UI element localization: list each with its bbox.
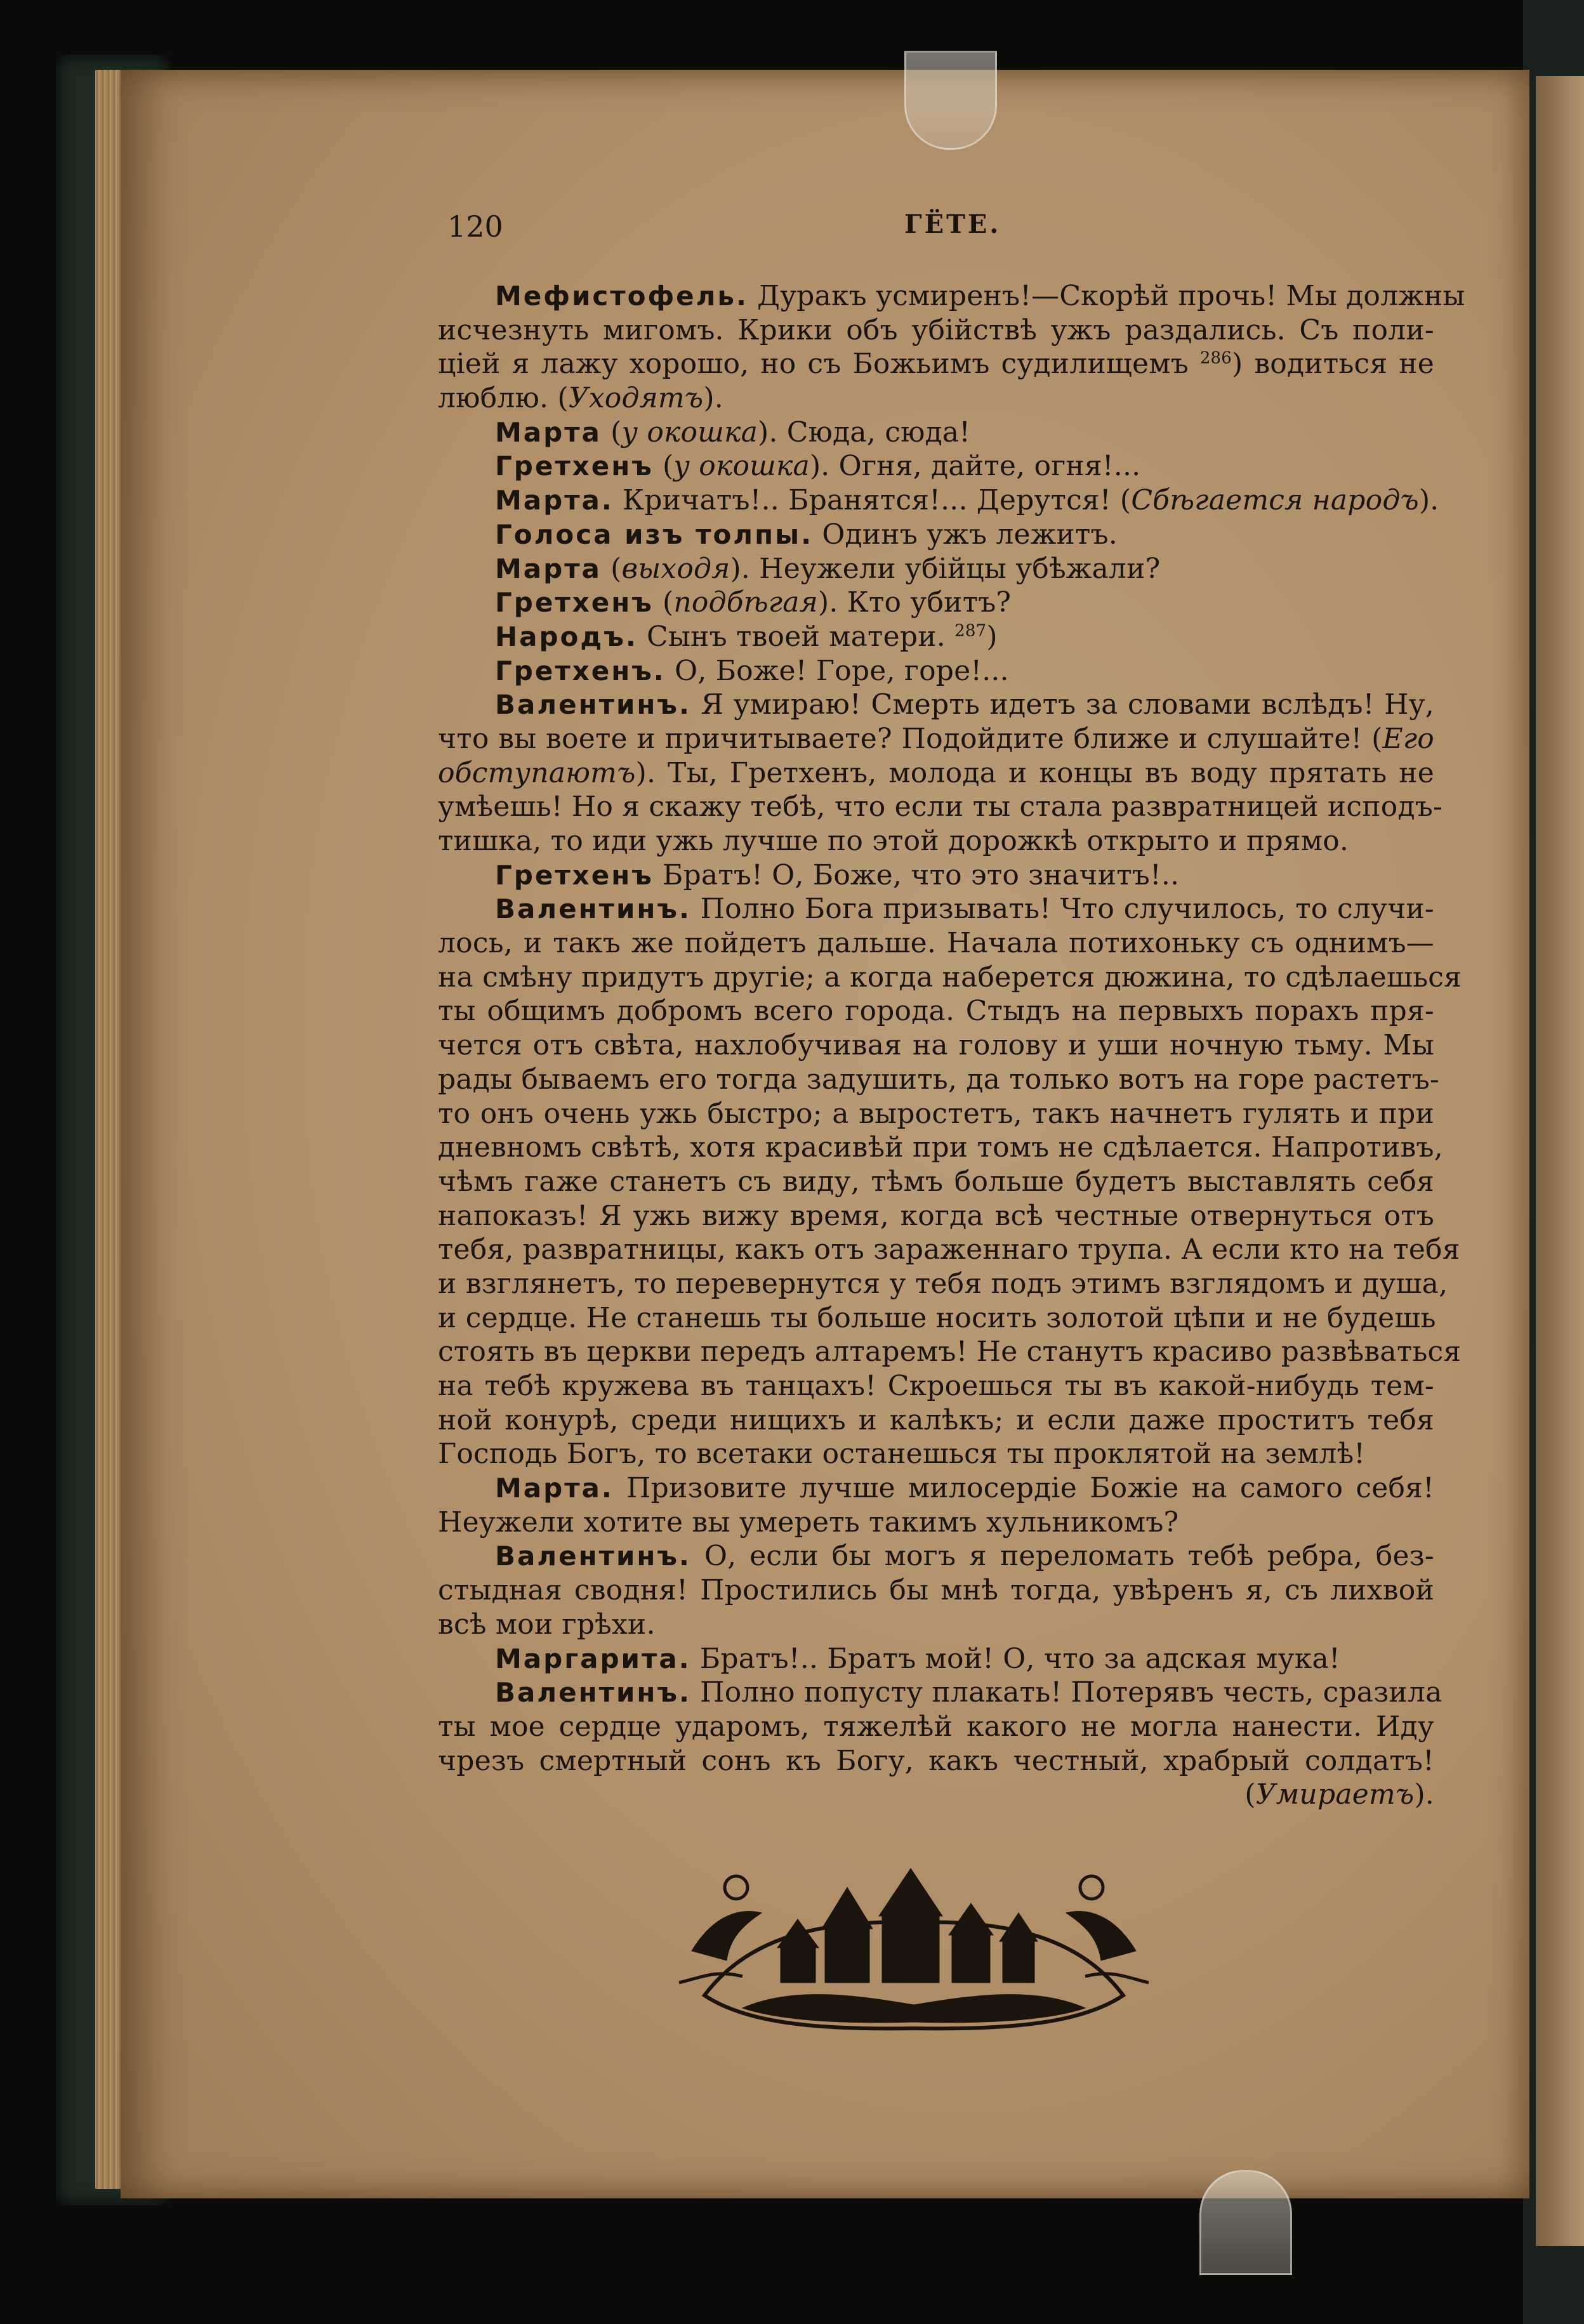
stage-direction: у окошка xyxy=(673,450,810,483)
text-line xyxy=(438,1097,1434,1131)
text-line xyxy=(438,790,1443,824)
text-run: Призовите лучше милосердіе Божіе на самого себя! xyxy=(613,1472,1434,1505)
text-line xyxy=(438,1471,1434,1506)
page-number: 120 xyxy=(447,209,503,244)
text-run: ). xyxy=(703,382,723,415)
speaker-name: Валентинъ. xyxy=(495,1540,691,1572)
text-line xyxy=(438,1539,1434,1573)
text-run: ). Огня, дайте, огня!... xyxy=(809,450,1141,483)
text-line xyxy=(438,994,1434,1028)
running-title: ГЁТЕ. xyxy=(904,209,1001,239)
text-line xyxy=(438,416,1434,450)
text-run: ты мое сердце ударомъ, тяжелѣй какого не могла нанести. Иду xyxy=(438,1710,1434,1743)
page-clip-top xyxy=(904,51,997,150)
speaker-name: Валентинъ. xyxy=(495,893,691,925)
text-run: тишка, то иди ужь лучше по этой дорожкѣ открыто и прямо. xyxy=(438,825,1349,857)
text-run: ). Кто убитъ? xyxy=(817,586,1012,619)
text-run: Полно Бога призывать! Что случилось, то случи- xyxy=(690,893,1434,926)
text-run: на тебѣ кружева въ танцахъ! Скроешься ты въ какой-нибудь тем- xyxy=(438,1370,1434,1402)
text-run: Я умираю! Смерть идетъ за словами вслѣдъ! Ну, xyxy=(690,688,1434,721)
text-line xyxy=(438,1642,1434,1676)
text-line xyxy=(438,449,1434,483)
speaker-name: Марта. xyxy=(495,485,614,516)
speaker-name: Голоса изъ толпы. xyxy=(495,518,814,550)
text-line xyxy=(438,1573,1434,1608)
text-run: ). Сюда, сюда! xyxy=(758,416,971,449)
text-run: стоять въ церкви передъ алтаремъ! Не станутъ красиво развѣваться xyxy=(438,1336,1462,1369)
text-run: ціей я лажу хорошо, но съ Божьимъ судилищемъ xyxy=(438,348,1200,381)
text-line xyxy=(438,313,1434,348)
text-line xyxy=(438,892,1434,926)
text-line xyxy=(438,1165,1434,1199)
text-run: О, Боже! Горе, горе!... xyxy=(665,654,1009,687)
text-line xyxy=(438,1676,1442,1710)
text-line xyxy=(438,1506,1434,1540)
speaker-name: Народъ. xyxy=(495,620,638,652)
text-run: чется отъ свѣта, нахлобучивая на голову и уши ночную тьму. Мы xyxy=(438,1029,1434,1062)
footnote-ref: 286 xyxy=(1199,348,1232,368)
stage-direction: Сбѣгается народъ xyxy=(1131,484,1419,517)
text-line xyxy=(438,1028,1434,1063)
text-run: ( xyxy=(653,586,674,619)
text-line xyxy=(438,1437,1434,1471)
stage-direction: Умираетъ xyxy=(1255,1778,1415,1811)
text-run: Сынъ твоей матери. xyxy=(637,620,955,653)
text-run: и сердце. Не станешь ты больше носить золотой цѣпи и не будешь xyxy=(438,1301,1436,1334)
text-run: ( xyxy=(1244,1778,1256,1811)
text-run: Полно попусту плакать! Потерявъ честь, сразила xyxy=(690,1676,1442,1709)
text-run: люблю. ( xyxy=(438,382,569,415)
text-run: дневномъ свѣтѣ, хотя красивѣй при томъ не сдѣлается. Напротивъ, xyxy=(438,1131,1443,1164)
speaker-name: Марта. xyxy=(495,1473,614,1504)
text-run: ( xyxy=(601,416,622,449)
text-line xyxy=(438,1063,1440,1097)
stage-direction: обступаютъ xyxy=(438,756,636,789)
text-run: исчезнуть мигомъ. Крики объ убійствѣ ужъ раздались. Съ поли- xyxy=(438,313,1434,346)
text-run: ). Ты, Гретхенъ, молода и концы въ воду прятать не xyxy=(635,756,1434,789)
text-line xyxy=(438,1199,1434,1233)
text-line xyxy=(438,722,1434,756)
facing-page-edge xyxy=(1536,76,1584,2246)
text-line xyxy=(438,1778,1434,1812)
speaker-name: Гретхенъ xyxy=(495,587,654,619)
stage-direction: Уходятъ xyxy=(568,382,704,415)
text-run: ( xyxy=(601,552,622,585)
speaker-name: Мефистофель. xyxy=(495,280,748,312)
text-line xyxy=(438,586,1434,620)
text-line xyxy=(438,620,1434,654)
page-text xyxy=(438,279,1465,1812)
speaker-name: Марта xyxy=(495,553,602,584)
text-line xyxy=(438,961,1462,995)
text-run: на смѣну придутъ другіе; а когда наберется дюжина, то сдѣлаешься xyxy=(438,961,1462,994)
text-run: Господь Богъ, то всетаки останешься ты проклятой на землѣ! xyxy=(438,1438,1366,1471)
text-run: ). Неужели убійцы убѣжали? xyxy=(730,552,1161,585)
text-run: всѣ мои грѣхи. xyxy=(438,1608,656,1641)
text-line xyxy=(438,654,1434,688)
text-line xyxy=(438,756,1434,791)
stage-direction: подбѣгая xyxy=(673,586,818,619)
text-run: что вы воете и причитываете? Подойдите ближе и слушайте! ( xyxy=(438,722,1383,755)
text-run: Кричатъ!.. Бранятся!... Дерутся! ( xyxy=(613,484,1132,517)
text-run: ( xyxy=(653,450,674,483)
speaker-name: Марта xyxy=(495,416,602,448)
text-line xyxy=(438,279,1465,313)
text-run: Братъ!.. Братъ мой! О, что за адская мука! xyxy=(690,1642,1340,1675)
text-run: умѣешь! Но я скажу тебѣ, что если ты стала развратницей исподъ- xyxy=(438,791,1443,824)
text-run: Братъ! О, Боже, что это значитъ!.. xyxy=(653,858,1180,891)
text-run: Одинъ ужъ лежитъ. xyxy=(813,518,1118,551)
text-line xyxy=(438,1608,1434,1642)
text-line xyxy=(438,1403,1434,1438)
text-run: чѣмъ гаже станетъ съ виду, тѣмъ больше будетъ выставлять себя xyxy=(438,1165,1434,1198)
text-run: ) водиться не xyxy=(1232,348,1434,381)
text-line xyxy=(438,1369,1434,1403)
speaker-name: Маргарита. xyxy=(495,1643,691,1674)
text-run: напоказъ! Я ужь вижу время, когда всѣ честные отвернуться отъ xyxy=(438,1199,1434,1232)
text-line xyxy=(438,688,1434,722)
text-line xyxy=(438,824,1434,858)
stage-direction: выходя xyxy=(621,552,730,585)
text-run: тебя, развратницы, какъ отъ зараженнаго трупа. А если кто на тебя xyxy=(438,1233,1460,1266)
text-line xyxy=(438,518,1434,552)
speaker-name: Гретхенъ. xyxy=(495,655,666,686)
text-line xyxy=(438,1710,1434,1744)
speaker-name: Гретхенъ xyxy=(495,859,654,891)
text-line xyxy=(438,347,1434,381)
text-line xyxy=(438,1267,1448,1301)
text-run: стыдная сводня! Простились бы мнѣ тогда, увѣренъ я, съ лихвой xyxy=(438,1574,1434,1607)
text-run: и взглянетъ, то перевернутся у тебя подъ этимъ взглядомъ и душа, xyxy=(438,1267,1448,1300)
speaker-name: Валентинъ. xyxy=(495,689,691,721)
text-run: О, если бы могъ я переломать тебѣ ребра, без- xyxy=(690,1540,1434,1573)
speaker-name: Валентинъ. xyxy=(495,1677,691,1709)
text-line xyxy=(438,858,1434,893)
text-line xyxy=(438,483,1439,518)
text-line xyxy=(438,1744,1434,1778)
stage-direction: Его xyxy=(1382,722,1434,755)
speaker-name: Гретхенъ xyxy=(495,450,654,482)
text-line xyxy=(438,1301,1434,1336)
footnote-ref: 287 xyxy=(954,621,987,641)
text-run: ). xyxy=(1414,1778,1434,1811)
decorative-vignette xyxy=(666,1849,1161,2040)
text-run: то онъ очень ужь быстро; а выростетъ, такъ начнетъ гулять и при xyxy=(438,1097,1434,1130)
text-line xyxy=(438,381,1434,416)
text-line xyxy=(438,1131,1443,1165)
text-run: рады бываемъ его тогда задушить, да только вотъ на горе растетъ- xyxy=(438,1063,1440,1096)
text-run: Неужели хотите вы умереть такимъ хульникомъ? xyxy=(438,1506,1179,1539)
text-line xyxy=(438,552,1434,586)
page-clip-bottom xyxy=(1199,2170,1292,2275)
text-run: ) xyxy=(986,620,998,653)
text-run: ). xyxy=(1418,484,1439,517)
text-run: чрезъ смертный сонъ къ Богу, какъ честный, храбрый солдатъ! xyxy=(438,1744,1434,1777)
text-run: Дуракъ усмиренъ!—Скорѣй прочь! Мы должны xyxy=(748,280,1465,312)
text-line xyxy=(438,1335,1462,1369)
text-line xyxy=(438,926,1434,961)
text-line xyxy=(438,1233,1460,1267)
stage-direction: у окошка xyxy=(621,416,758,449)
text-run: ты общимъ добромъ всего города. Стыдъ на первыхъ порахъ пря- xyxy=(438,995,1434,1028)
text-run: ной конурѣ, среди нищихъ и калѣкъ; и если даже проститъ тебя xyxy=(438,1403,1434,1436)
text-run: лось, и такъ же пойдетъ дальше. Начала потихоньку съ однимъ— xyxy=(438,927,1434,960)
